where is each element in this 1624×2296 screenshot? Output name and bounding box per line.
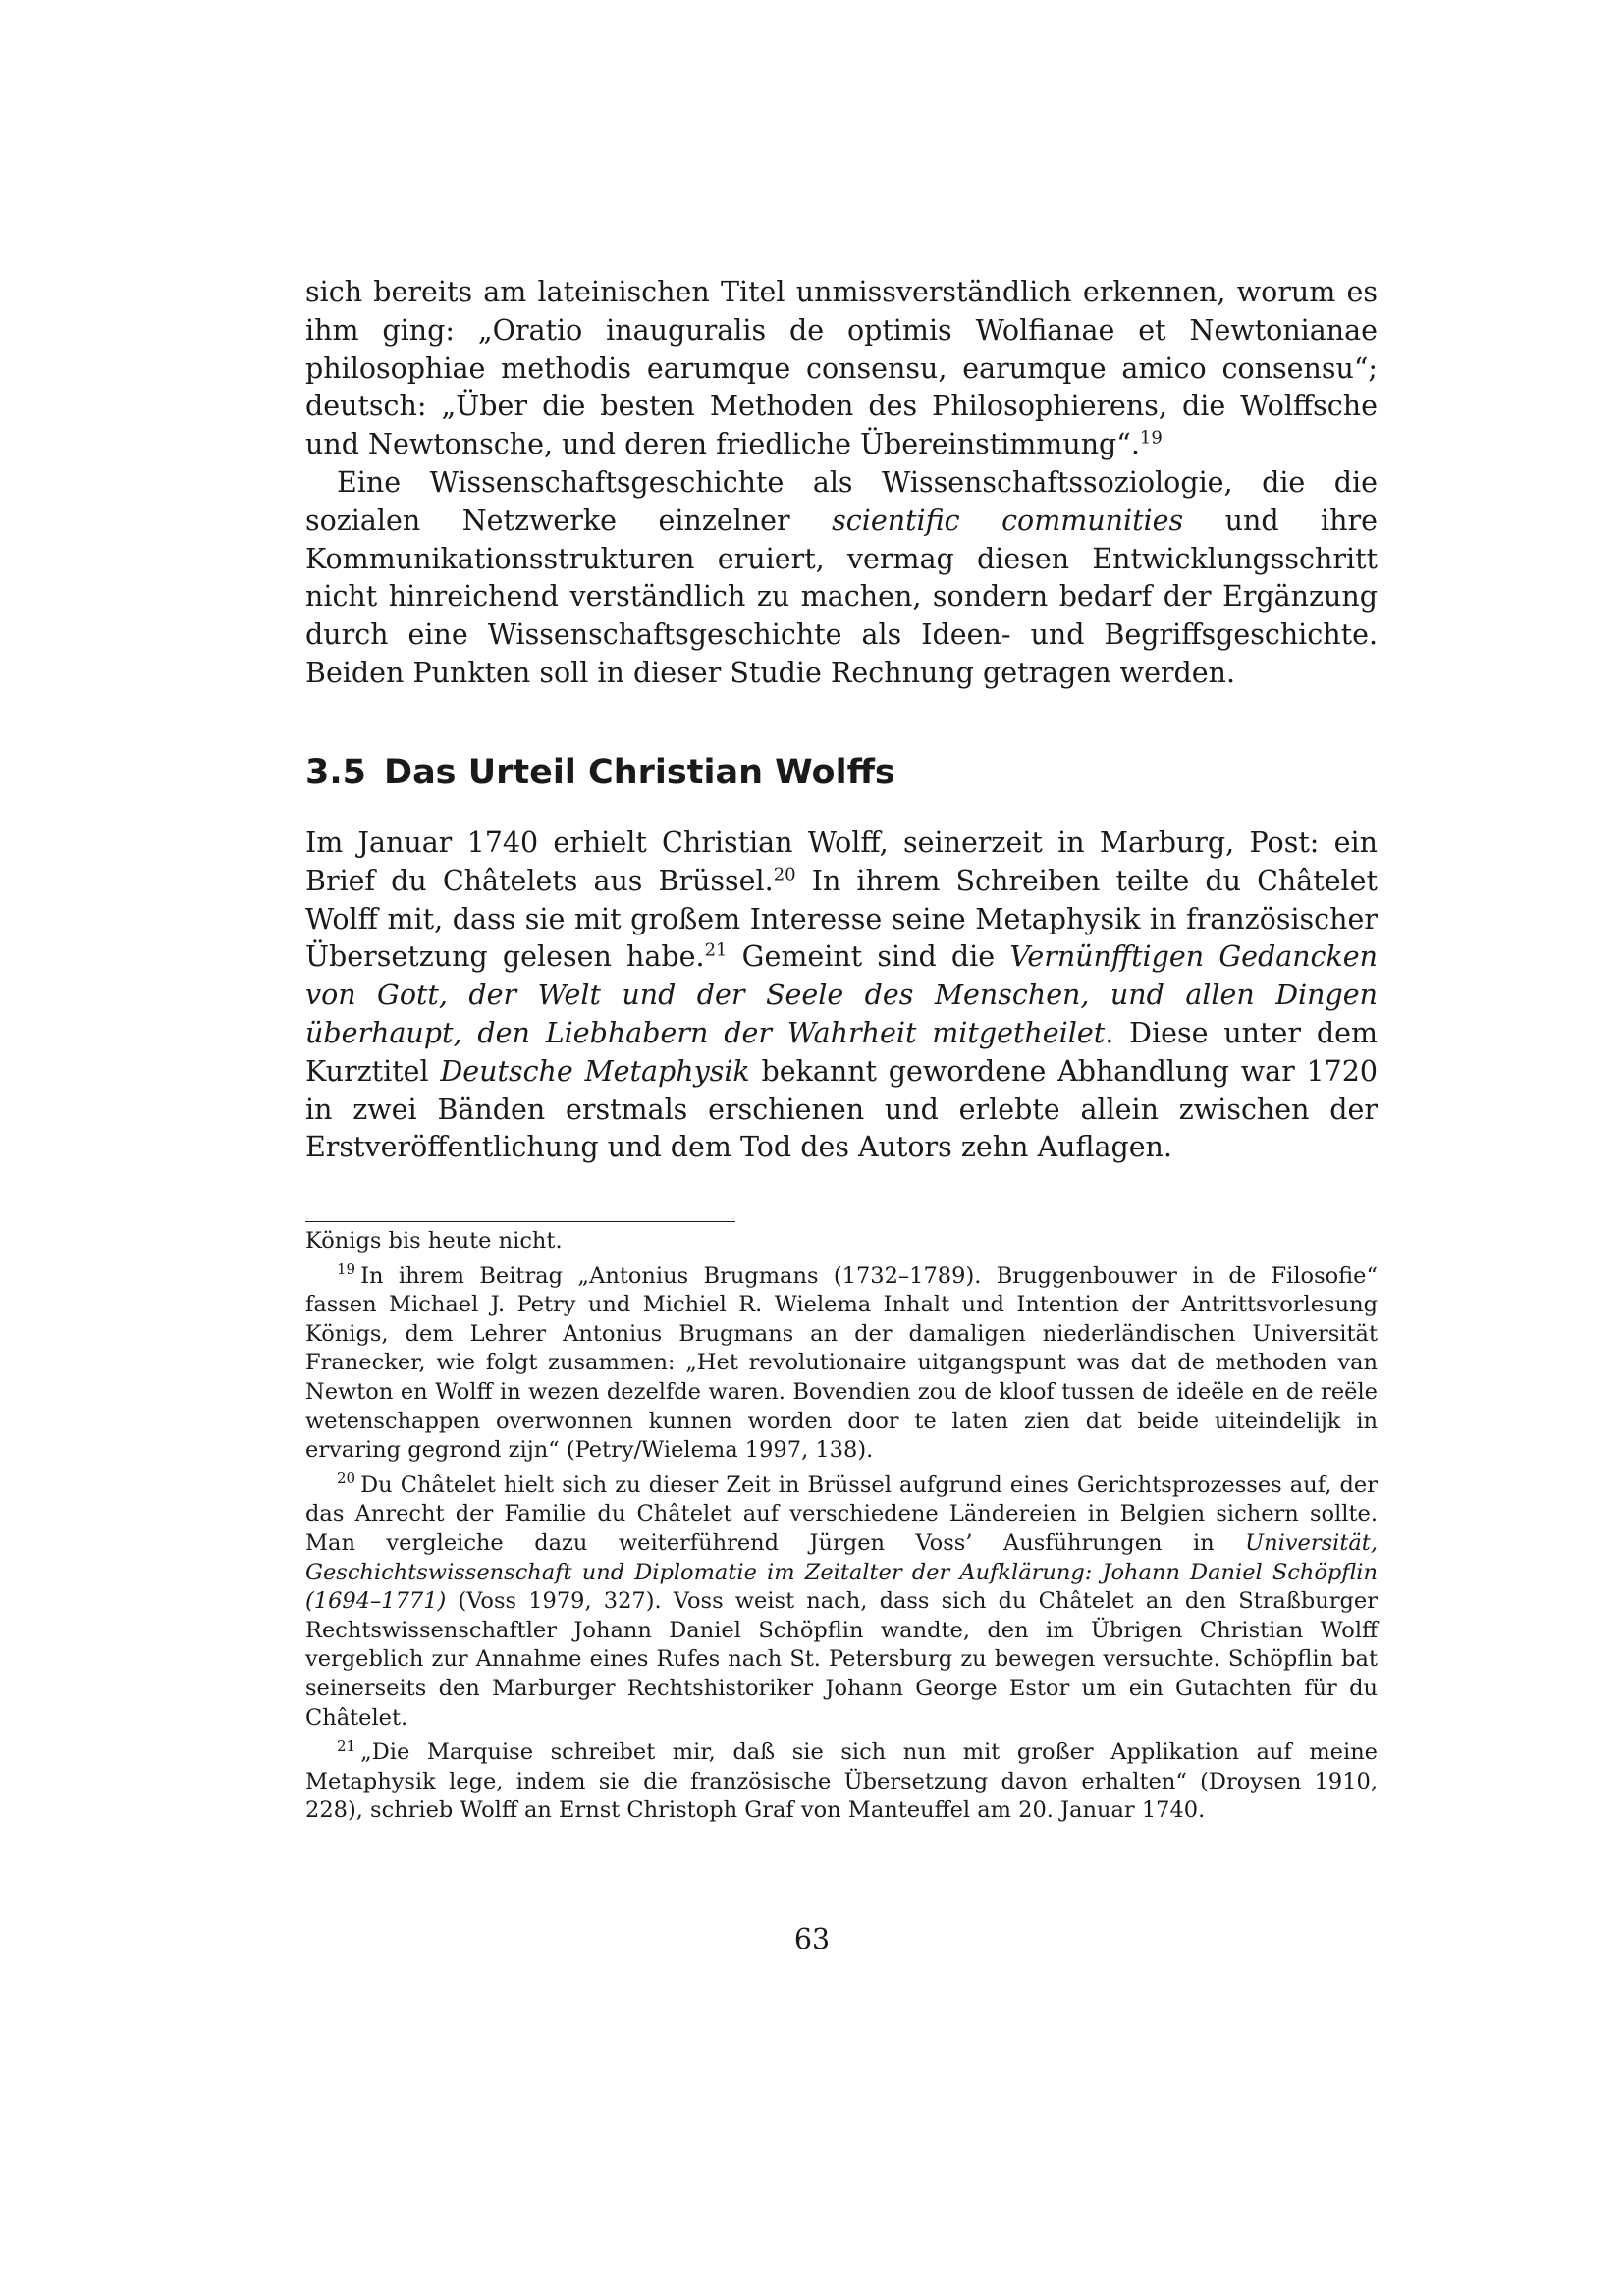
- footnote-ref-21[interactable]: 21: [704, 939, 728, 961]
- page-number: 63: [793, 1923, 831, 1955]
- footnote-text: (Voss 1979, 327). Voss weist nach, dass sich du Châtelet an den Straßburger Rechtswissenschaftler Johann Daniel Schöpflin wandte, den im Übrigen Christian Wolff vergeblich zur Annahme eines Rufes nach St. Petersburg zu bewegen versuchte. Schöpflin bat seinerseits den Marburger Rechtshistoriker Johann George Estor um ein Gutachten für du Châtelet.: [305, 1588, 1378, 1731]
- paragraph-sociology: [305, 464, 1378, 693]
- footnote-21: [305, 1738, 1378, 1826]
- emphasis-text: Deutsche Metaphysik: [440, 1054, 750, 1088]
- paragraph-text: Gemeint sind die: [727, 940, 1010, 974]
- section-body: [305, 825, 1378, 1167]
- footnote-ref-19[interactable]: 19: [1139, 427, 1163, 449]
- footnote-text: „Die Marquise schreibet mir, daß sie sich nun mit großer Applikation auf meine Metaphysik lege, indem sie die französische Übersetzung davon erhalten“ (Droysen 1910, 228), schrieb Wolff an Ernst Christoph Graf von Manteuffel am 20. Januar 1740.: [305, 1739, 1378, 1824]
- footnote-text: Du Châtelet hielt sich zu dieser Zeit in Brüssel aufgrund eines Gerichtsprozesses auf, der das Anrecht der Familie du Châtelet auf verschiedene Ländereien in Belgien sichern sollte. Man vergleiche dazu weiterführend Jürgen Voss’ Ausführungen in: [305, 1471, 1378, 1556]
- section-number: 3.5: [305, 753, 367, 792]
- paragraph-text: . Diese unter dem Kurztitel: [305, 1016, 1378, 1088]
- footnote-number: 21: [337, 1736, 356, 1755]
- paragraph-wolff-letter: [305, 825, 1378, 1167]
- footnote-number: 19: [337, 1260, 356, 1279]
- footnote-ref-20[interactable]: 20: [773, 864, 796, 885]
- section-heading: [305, 751, 1378, 794]
- section-title: Das Urteil Christian Wolffs: [384, 753, 895, 792]
- footnote-rule: [305, 1221, 735, 1222]
- paragraph-latin-title: [305, 274, 1378, 464]
- paragraph-text: Eine Wissenschaftsgeschichte als Wissenschaftssoziologie, die die sozialen Netzwerke einzelner: [305, 465, 1378, 537]
- paragraph-text: In ihrem Schreiben teilte du Châtelet Wolff mit, dass sie mit großem Interesse seine Metaphysik in französischer Übersetzung gelesen habe.: [305, 864, 1378, 974]
- emphasis-text: Universität, Geschichtswissenschaft und Diplomatie im Zeitalter der Aufklärung: Johann Daniel Schöpflin (1694–1771): [305, 1529, 1378, 1615]
- footnote-number: 20: [337, 1469, 356, 1488]
- paragraph-text: Im Januar 1740 erhielt Christian Wolff, seinerzeit in Marburg, Post: ein Brief du Châtelets aus Brüssel.: [305, 827, 1378, 897]
- paragraph-text: sich bereits am lateinischen Titel unmissverständlich erkennen, worum es ihm ging: „Oratio inauguralis de optimis Wolfianae et Newtonianae philosophiae methodis earumque consensu, earumque amico consensu“; deutsch: „Über die besten Methoden des Philosophierens, die Wolffsche und Newtonsche, und deren friedliche Übereinstimmung“.: [305, 276, 1378, 461]
- emphasis-text: scientific communities: [832, 504, 1184, 537]
- paragraph-text: bekannt gewordene Abhandlung war 1720 in zwei Bänden erstmals erschienen und erlebte allein zwischen der Erstveröffentlichung und dem Tod des Autors zehn Auflagen.: [305, 1054, 1378, 1164]
- footnotes: [305, 1227, 1378, 1826]
- footnote-text: In ihrem Beitrag „Antonius Brugmans (1732–1789). Bruggenbouwer in de Filosofie“ fassen Michael J. Petry und Michiel R. Wielema Inhalt und Intention der Antrittsvorlesung Königs, dem Lehrer Antonius Brugmans an der damaligen niederländischen Universität Franecker, wie folgt zusammen: „Het revolutionaire uitgangspunt was dat de methoden van Newton en Wolff in wezen dezelfde waren. Bovendien zou de kloof tussen de ideële en de reële wetenschappen overwonnen kunnen worden door te laten zien dat beide uiteindelijk in ervaring gegrond zijn“ (Petry/Wielema 1997, 138).: [305, 1262, 1378, 1464]
- paragraph-text: und ihre Kommunikationsstrukturen eruiert, vermag diesen Entwicklungsschritt nicht hinreichend verständlich zu machen, sondern bedarf der Ergänzung durch eine Wissenschaftsgeschichte als Ideen- und Begriffsgeschichte. Beiden Punkten soll in dieser Studie Rechnung getragen werden.: [305, 504, 1378, 689]
- opening-paragraphs: [305, 274, 1378, 693]
- emphasis-text: Vernünfftigen Gedancken von Gott, der Welt und der Seele des Menschen, und allen Dingen überhaupt, den Liebhabern der Wahrheit mitgetheilet: [305, 940, 1379, 1049]
- footnote-20: [305, 1471, 1378, 1733]
- footnote-continued: Königs bis heute nicht.: [305, 1228, 563, 1254]
- footnote-19: [305, 1262, 1378, 1466]
